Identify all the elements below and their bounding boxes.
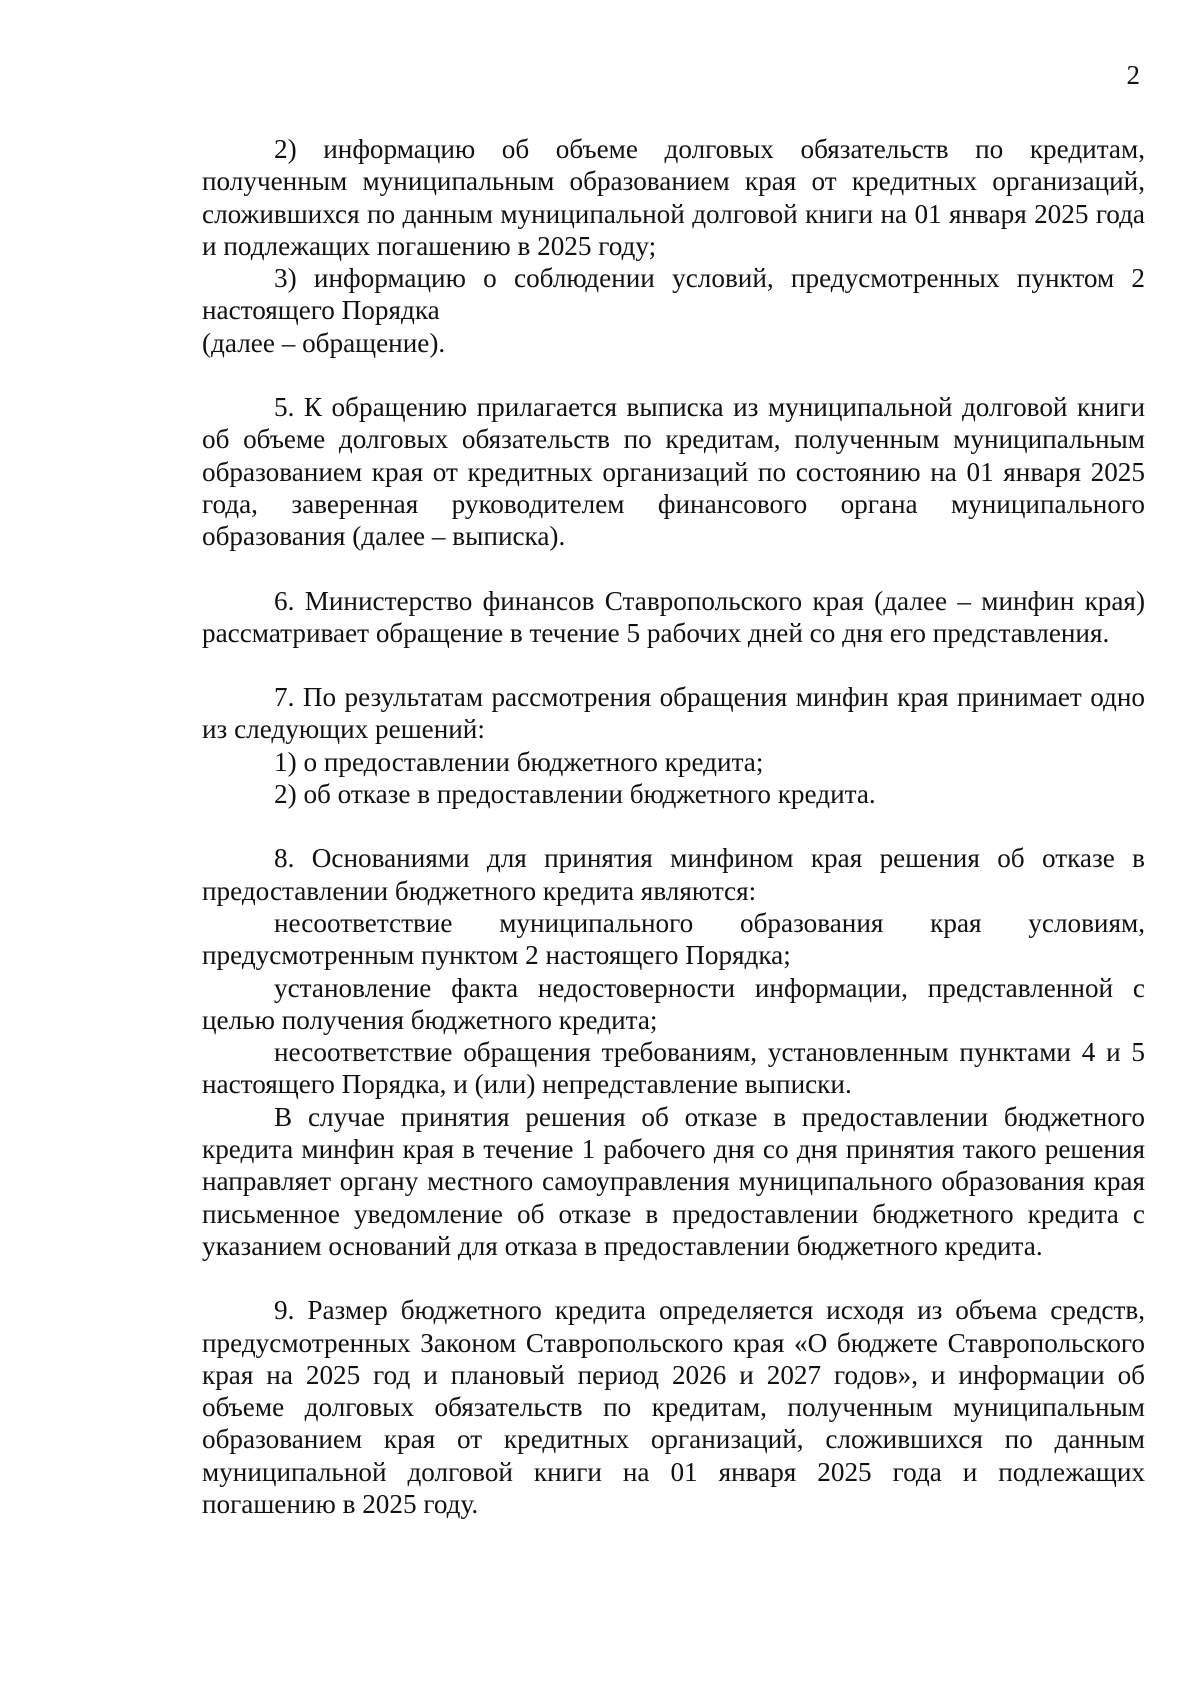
section-8-refusal-notice: В случае принятия решения об отказе в предоставлении бюджетного кредита минфин края в течение 1 рабочего дня со дня принятия такого решения направляет органу местного самоуправления муниципального образования края письменное уведомление об отказе в предоставлении бюджетного кредита с указанием оснований для отказа в предоставлении бюджетного кредита. [202,1101,1145,1261]
page-number: 2 [1126,60,1140,90]
paragraph-gap [202,553,1145,585]
document-body [202,133,1145,1520]
section-6: 6. Министерство финансов Ставропольского края (далее – минфин края) рассматривает обращение в течение 5 рабочих дней со дня его представления. [202,585,1145,648]
paragraph-item-3-tail: (далее – обращение). [202,327,446,358]
section-7-item-1: 1) о предоставлении бюджетного кредита; [274,746,764,777]
section-7-item-2: 2) об отказе в предоставлении бюджетного кредита. [274,779,876,810]
section-7: 7. По результатам рассмотрения обращения минфин края принимает одно из следующих решений: [202,682,1145,745]
paragraph-gap [202,359,1145,391]
paragraph-item-2: 2) информацию об объеме долговых обязательств по кредитам, полученным муниципальным образованием края от кредитных организаций, сложившихся по данным муниципальной долговой книги на 01 января 2025 года и подлежащих погашению в 2025 году; [202,134,1145,261]
section-8-ground-2: установление факта недостоверности информации, представленной с целью получения бюджетного кредита; [202,972,1145,1035]
section-8: 8. Основаниями для принятия минфином края решения об отказе в предоставлении бюджетного кредита являются: [202,843,1145,906]
section-8-ground-1: несоответствие муниципального образования края условиям, предусмотренным пунктом 2 настоящего Порядка; [202,907,1145,971]
paragraph-item-3: 3) информацию о соблюдении условий, предусмотренных пунктом 2 настоящего Порядка [202,263,1145,326]
section-9: 9. Размер бюджетного кредита определяется исходя из объема средств, предусмотренных Законом Ставропольского края «О бюджете Ставропольского края на 2025 год и плановый период 2026 и 2027 годов», и информации об объеме долговых обязательств по кредитам, полученным муниципальным образованием края от кредитных организаций, сложившихся по данным муниципальной долговой книги на 01 января 2025 года и подлежащих погашению в 2025 году. [202,1295,1145,1519]
paragraph-gap [202,810,1145,842]
section-8-ground-3: несоответствие обращения требованиям, установленным пунктами 4 и 5 настоящего Порядка, и (или) непредставление выписки. [202,1037,1145,1100]
section-5: 5. К обращению прилагается выписка из муниципальной долговой книги об объеме долговых обязательств по кредитам, полученным муниципальным образованием края от кредитных организаций по состоянию на 01 января 2025 года, заверенная руководителем финансового органа муниципального образования (далее – выписка). [202,392,1145,552]
paragraph-gap [202,649,1145,681]
paragraph-gap [202,1262,1145,1294]
